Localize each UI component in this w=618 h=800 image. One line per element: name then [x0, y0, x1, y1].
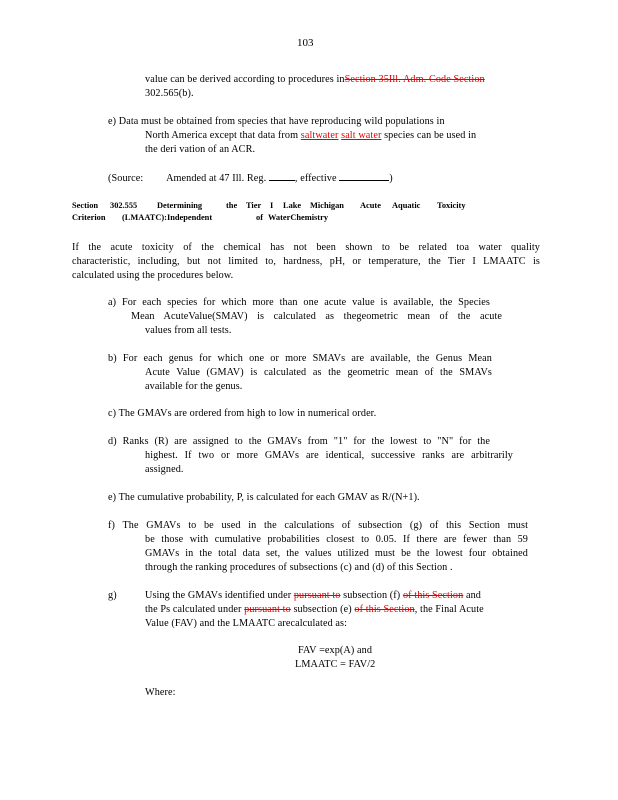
heading-word: of [256, 213, 263, 222]
source-amended: Amended at 47 Ill. Reg. [166, 173, 267, 184]
para-top-text: value can be derived according to procedures in [145, 74, 345, 85]
item-a-line-3: values from all tests. [145, 325, 232, 336]
source-effective: effective [300, 173, 337, 184]
item-g-label: g) [108, 590, 117, 601]
heading-word: the [226, 201, 238, 210]
g-text: Using the GMAVs identified under [145, 590, 294, 601]
page-number: 103 [297, 37, 314, 49]
item-b-line-2: Acute Value (GMAV) is calculated as the geometric mean of the SMAVs [145, 367, 492, 378]
item-d-line-2: highest. If two or more GMAVs are identical, successive ranks are arbitrarily [145, 450, 513, 461]
item-f-line-4: through the ranking procedures of subsections (c) and (d) of this Section . [145, 562, 453, 573]
heading-word: Michigan [310, 201, 344, 210]
struck-pursuant-to: pursuant to [293, 590, 341, 601]
formula-fav: FAV =exp(A) and [298, 645, 373, 656]
where-label: Where: [145, 687, 176, 698]
register-blank [269, 171, 295, 181]
formula-lmaatc: LMAATC = FAV/2 [295, 659, 376, 670]
struck-pursuant-to: pursuant to [244, 604, 291, 615]
intro-line-1: If the acute toxicity of the chemical has not been shown to be related toa water quality [72, 242, 540, 253]
g-text: and [463, 590, 481, 601]
g-text: subsection (f) [340, 590, 403, 601]
heading-word: (LMAATC):Independent [122, 213, 213, 222]
item-d-line-3: assigned. [145, 464, 184, 475]
heading-word: Tier [246, 201, 262, 210]
heading-word: 302.555 [110, 201, 138, 210]
source-comma: , [294, 173, 298, 184]
species-text: North America except that data from [145, 130, 301, 141]
item-b-line-3: available for the genus. [145, 381, 243, 392]
heading-word: Acute [360, 201, 381, 210]
struck-citation: Section 35Ill. Adm. Code Section [344, 74, 485, 85]
struck-of-this-section: of this Section [402, 590, 464, 601]
item-g-line-1 [145, 589, 481, 603]
g-text: , the Final Acute [414, 604, 484, 615]
effective-date-blank [339, 171, 389, 181]
intro-line-2: characteristic, including, but not limited to, hardness, pH, or temperature, the Tier I LMAATC is [72, 256, 540, 267]
heading-word: Determining [157, 201, 203, 210]
item-a-line-1: a) For each species for which more than one acute value is available, the Species [108, 297, 490, 308]
heading-word: Criterion [72, 213, 106, 222]
item-b-line-1: b) For each genus for which one or more SMAVs are available, the Genus Mean [108, 353, 492, 364]
para-top-line-1 [145, 73, 485, 87]
heading-word: Lake [283, 201, 302, 210]
item-f-line-1: f) The GMAVs to be used in the calculations of subsection (g) of this Section must [108, 520, 528, 531]
heading-word: Section [72, 201, 99, 210]
species-text-end: species can be used in [381, 130, 477, 141]
item-f-line-2: be those with cumulative probabilities closest to 0.05. If there are fewer than 59 [145, 534, 528, 545]
item-d-line-1: d) Ranks (R) are assigned to the GMAVs from "1" for the lowest to "N" for the [108, 436, 490, 447]
inserted-salt-water: salt water [341, 130, 382, 141]
item-e-species-line-2 [145, 129, 476, 143]
heading-word: WaterChemistry [268, 213, 329, 222]
item-g-line-3: Value (FAV) and the LMAATC arecalculated as: [145, 618, 348, 629]
item-a-line-2: Mean AcuteValue(SMAV) is calculated as thegeometric mean of the acute [131, 311, 502, 322]
item-e-species-line-1: e) Data must be obtained from species that have reproducing wild populations in [108, 116, 445, 127]
heading-word: I [270, 201, 274, 210]
source-note [108, 171, 393, 186]
source-close: ) [389, 173, 393, 184]
item-e-species-line-3: the deri vation of an ACR. [145, 144, 256, 155]
item-f-line-3: GMAVs in the total data set, the values utilized must be the lowest four obtained [145, 548, 528, 559]
intro-line-3: calculated using the procedures below. [72, 270, 234, 281]
item-c-line-1: c) The GMAVs are ordered from high to low in numerical order. [108, 408, 377, 419]
heading-word: Toxicity [437, 201, 466, 210]
para-top-line-2: 302.565(b). [145, 88, 194, 99]
item-g-line-2 [145, 603, 484, 617]
struck-saltwater: saltwater [300, 130, 339, 141]
item-e-line-1: e) The cumulative probability, P, is calculated for each GMAV as R/(N+1). [108, 492, 420, 503]
g-text: subsection (e) [290, 604, 355, 615]
source-label: (Source: [108, 173, 144, 184]
heading-word: Aquatic [392, 201, 421, 210]
g-text: the Ps calculated under [145, 604, 245, 615]
struck-of-this-section: of this Section [354, 604, 415, 615]
